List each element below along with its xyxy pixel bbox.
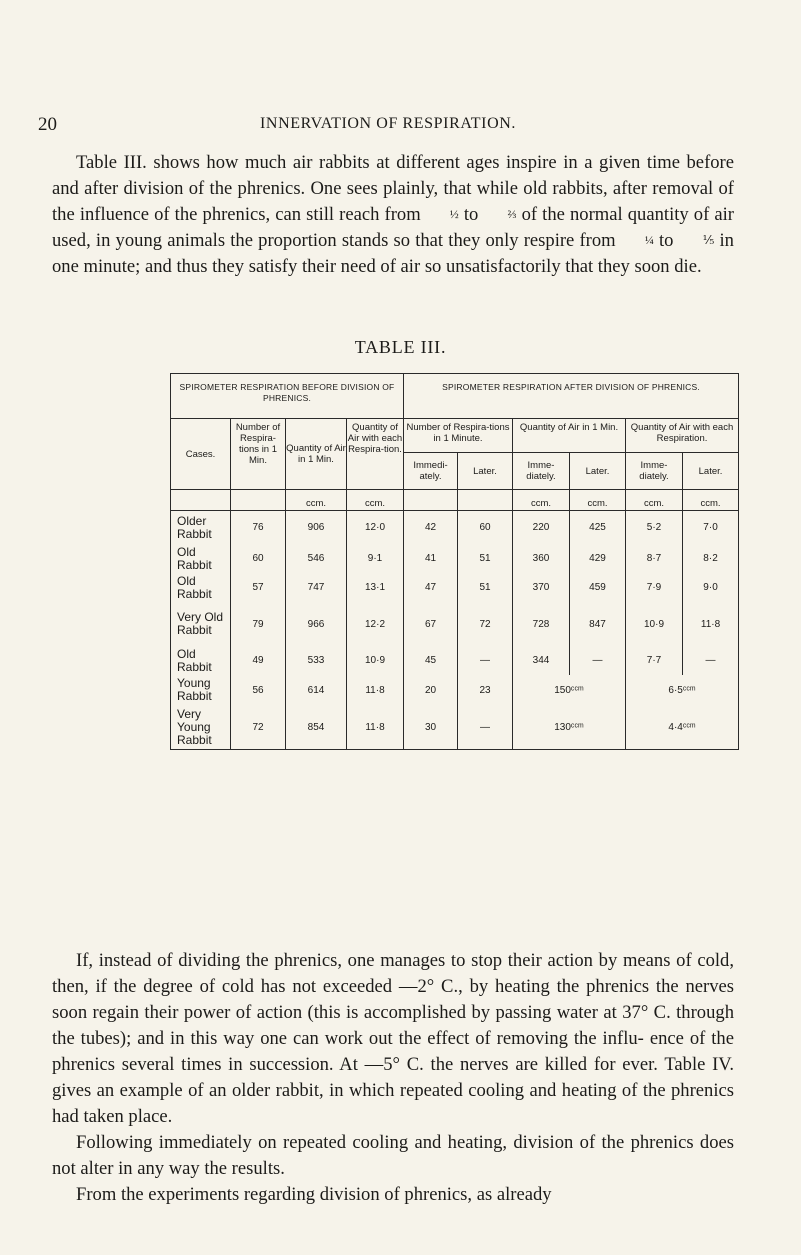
header-cases: Cases. [171,419,231,490]
cell-after-each-later: 11·8 [683,602,739,646]
table-row [171,544,739,573]
sub-immediately: Immedi-ately. [404,453,458,490]
cell-after-immediately: 41 [404,544,458,573]
cell-number-respirations: 60 [231,544,286,573]
sub-later: Later. [570,453,626,490]
text-line: respire from [523,230,616,251]
before-division-header: SPIROMETER RESPIRATION BEFORE DIVISION OF PHRENICS. [171,374,404,419]
unit-label: ccm. [286,490,347,511]
unit-label: ccm. [513,490,570,511]
cell-quantity-each: 10·9 [347,646,404,675]
cell-after-quantity-immediately: 360 [513,544,570,573]
case-label: Old Rabbit [171,544,231,573]
unit-label: ccm. [347,490,404,511]
header-number-respirations: Number of Respira-tions in 1 Min. [231,419,286,490]
table-row [171,646,739,675]
case-label: Old Rabbit [171,646,231,675]
cell-after-quantity-later: 425 [570,511,626,545]
text-line: in one minute; and thus they satisfy their need [52,230,734,277]
sub-immediately: Imme-diately. [626,453,683,490]
text-line: (this is accomplished by passing water at 37° C. through the tubes); [52,1002,734,1049]
text-line: to [463,204,479,225]
cell-after-later: — [458,646,513,675]
header-after-number: Number of Respira-tions in 1 Minute. [404,419,513,453]
text-line: From the experiments regarding division of phrenics, as already [76,1184,552,1205]
text-line: used, in young animals the proportion stands so that they only [52,230,519,251]
text-line: of the phrenics does not alter in any way the results. [52,1132,734,1179]
cell-after-each-immediately: 7·9 [626,573,683,602]
cell-after-quantity-merged: 150ᶜᶜᵐ [513,675,626,705]
text-line: Table III. shows how much air rabbits at different ages inspire [76,152,557,173]
page-number: 20 [38,114,57,135]
cell-after-each-immediately: 5·2 [626,511,683,545]
running-title: INNERVATION OF RESPIRATION. [260,115,516,132]
text-line: plainly, that while old rabbits, after removal of the influence of the [52,178,734,225]
cell-after-each-immediately: 8·7 [626,544,683,573]
page-header [38,114,738,140]
table-title: TABLE III. [354,337,447,357]
cell-after-quantity-later: 847 [570,602,626,646]
text-line: If, instead of dividing the phrenics, one manages to stop their action [76,950,593,971]
cell-quantity-air: 747 [286,573,347,602]
text-line: to [659,230,674,251]
sub-later: Later. [683,453,739,490]
cell-after-immediately: 45 [404,646,458,675]
cell-number-respirations: 57 [231,573,286,602]
cell-after-immediately: 67 [404,602,458,646]
cell-after-quantity-immediately: 728 [513,602,570,646]
cell-after-each-immediately: 10·9 [626,602,683,646]
case-label: Young Rabbit [171,675,231,705]
sub-later: Later. [458,453,513,490]
text-line: of air so unsatisfactorily that they soon die. [380,256,702,277]
table-row [171,602,739,646]
cell-quantity-air: 533 [286,646,347,675]
text-line: in a given time before and after division of the phrenics. One sees [52,152,734,199]
sub-immediately: Imme-diately. [513,453,570,490]
cell-number-respirations: 79 [231,602,286,646]
fraction: ⅔ [507,207,517,221]
paragraph-intro [52,150,734,280]
cell-after-each-merged: 4·4ᶜᶜᵐ [626,705,739,750]
paragraph-following [52,1130,734,1182]
cell-after-later: — [458,705,513,750]
cell-after-quantity-later: 429 [570,544,626,573]
header-after-quantity-each: Quantity of Air with each Respiration. [626,419,739,453]
cell-after-later: 72 [458,602,513,646]
cell-after-later: 51 [458,544,513,573]
text-line: and in this way one can work out the effect of removing the influ- [137,1028,644,1049]
fraction: ½ [449,207,459,221]
cell-after-later: 60 [458,511,513,545]
after-division-header: SPIROMETER RESPIRATION AFTER DIVISION OF PHRENICS. [404,374,739,419]
cell-quantity-air: 546 [286,544,347,573]
respiration-table [170,373,739,750]
unit-label: ccm. [683,490,739,511]
text-line: Following immediately on repeated cooling and heating, division [76,1132,574,1153]
header-after-quantity-min: Quantity of Air in 1 Min. [513,419,626,453]
text-line: are killed for ever. Table IV. gives an example of an older rabbit, in [52,1054,734,1101]
cell-quantity-each: 11·8 [347,705,404,750]
header-quantity-air: Quantity of Air in 1 Min. [286,419,347,490]
cell-after-quantity-immediately: 370 [513,573,570,602]
cell-after-later: 23 [458,675,513,705]
cell-after-quantity-immediately: 344 [513,646,570,675]
text-line: by heating the phrenics the nerves soon regain their power of action [52,976,734,1023]
paragraph-experiments [52,1182,734,1208]
case-label: Very Old Rabbit [171,602,231,646]
cell-quantity-each: 12·0 [347,511,404,545]
cell-quantity-each: 13·1 [347,573,404,602]
unit-label: ccm. [626,490,683,511]
cell-after-immediately: 20 [404,675,458,705]
table-row [171,573,739,602]
table-body [171,511,739,750]
cell-after-immediately: 42 [404,511,458,545]
text-line: ence of the phrenics several times in succession. At —5° C. the nerves [52,1028,734,1075]
body-text [52,948,734,1208]
cell-after-quantity-merged: 130ᶜᶜᵐ [513,705,626,750]
cell-quantity-air: 614 [286,675,347,705]
text-line: by means of cold, then, if the degree of cold has not exceeded —2° C., [52,950,734,997]
fraction: ⅕ [702,233,715,247]
text-line: of the normal quantity of air [521,204,734,225]
cell-after-each-later: 7·0 [683,511,739,545]
text-line: phrenics, can still reach from [202,204,421,225]
cell-after-quantity-later: — [570,646,626,675]
paragraph-cold [52,948,734,1130]
cell-quantity-each: 12·2 [347,602,404,646]
unit-label: ccm. [570,490,626,511]
cell-number-respirations: 49 [231,646,286,675]
cell-after-each-immediately: 7·7 [626,646,683,675]
cell-quantity-each: 9·1 [347,544,404,573]
cell-after-each-later: — [683,646,739,675]
cell-number-respirations: 76 [231,511,286,545]
cell-quantity-air: 854 [286,705,347,750]
case-label: Very Young Rabbit [171,705,231,750]
cell-quantity-air: 906 [286,511,347,545]
cell-after-immediately: 47 [404,573,458,602]
header-quantity-each: Quantity of Air with each Respira-tion. [347,419,404,490]
cell-number-respirations: 56 [231,675,286,705]
case-label: Older Rabbit [171,511,231,545]
cell-after-immediately: 30 [404,705,458,750]
cell-quantity-air: 966 [286,602,347,646]
cell-after-each-later: 9·0 [683,573,739,602]
table-row [171,705,739,750]
cell-quantity-each: 11·8 [347,675,404,705]
cell-after-later: 51 [458,573,513,602]
cell-after-each-merged: 6·5ᶜᶜᵐ [626,675,739,705]
cell-after-quantity-later: 459 [570,573,626,602]
fraction: ¼ [644,233,654,247]
cell-after-quantity-immediately: 220 [513,511,570,545]
case-label: Old Rabbit [171,573,231,602]
cell-after-each-later: 8·2 [683,544,739,573]
text-line: which repeated cooling and heating of the phrenics had taken place. [52,1080,734,1127]
table-row [171,511,739,545]
cell-number-respirations: 72 [231,705,286,750]
table-row [171,675,739,705]
